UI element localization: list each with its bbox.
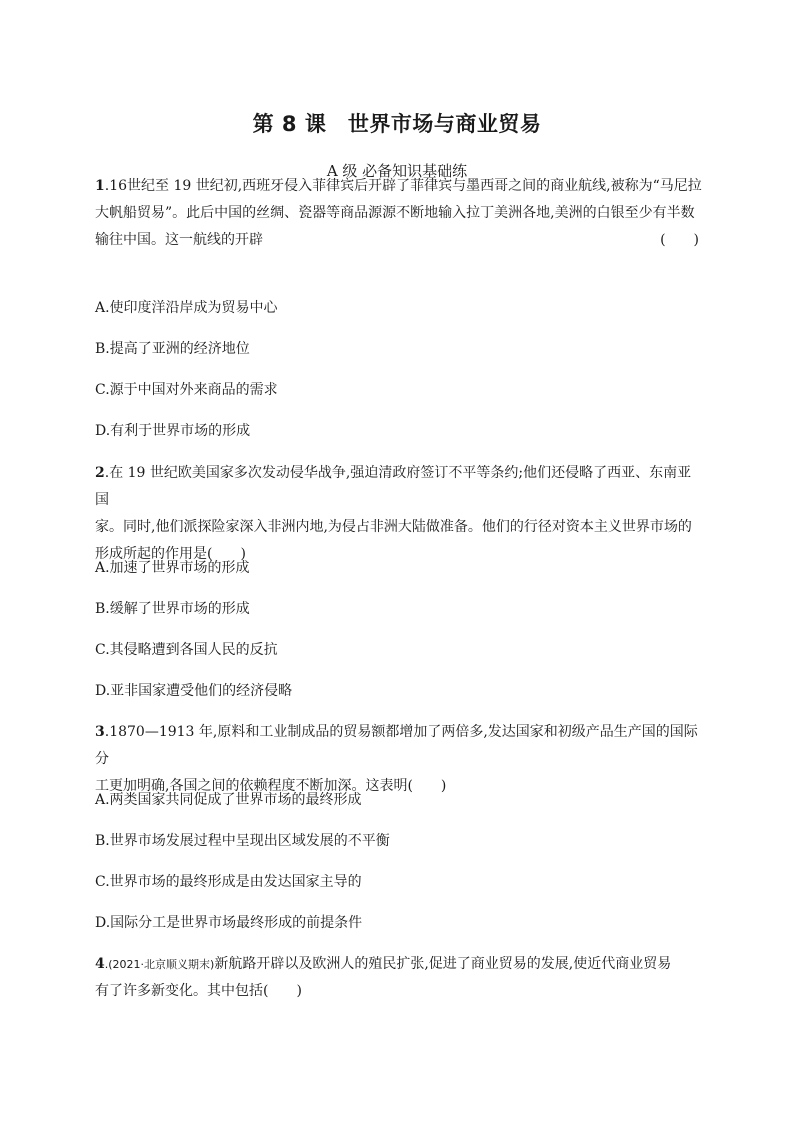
question-1-option-d: D.有利于世界市场的形成: [95, 423, 251, 439]
question-2-option-c: C.其侵略遭到各国人民的反抗: [95, 642, 278, 658]
stem-line: 家。同时,他们派探险家深入非洲内地,为侵占非洲大陆做准备。他们的行径对资本主义世界市场的: [95, 519, 692, 535]
stem-line: .16世纪至 19 世纪初,西班牙侵入菲律宾后开辟了菲律宾与墨西哥之间的商业航线,被称为“马尼拉: [104, 178, 702, 194]
stem-line: 新航路开辟以及欧洲人的殖民扩张,促进了商业贸易的发展,使近代商业贸易: [214, 956, 672, 972]
stem-line: 有了许多新变化。其中包括( ): [95, 983, 302, 999]
section-level-heading: A 级 必备知识基础练: [326, 162, 468, 180]
question-2-stem: [95, 460, 703, 568]
question-1-stem: [95, 173, 703, 254]
stem-line: 输往中国。这一航线的开辟: [95, 232, 263, 248]
stem-line: 大帆船贸易”。此后中国的丝绸、瓷器等商品源源不断地输入拉丁美洲各地,美洲的白银至少有半数: [95, 205, 695, 221]
question-source: .(2021·北京顺义期末): [104, 958, 215, 971]
question-1-option-c: C.源于中国对外来商品的需求: [95, 382, 278, 398]
question-number: 3: [95, 724, 105, 740]
stem-line: .1870—1913 年,原料和工业制成品的贸易额都增加了两倍多,发达国家和初级产品生产国的国际分: [95, 724, 698, 767]
question-1-option-a: A.使印度洋沿岸成为贸易中心: [95, 300, 278, 316]
question-3-option-c: C.世界市场的最终形成是由发达国家主导的: [95, 874, 362, 890]
question-1-option-b: B.提高了亚洲的经济地位: [95, 341, 250, 357]
question-number: 4: [95, 956, 105, 972]
question-number: 1: [95, 178, 105, 194]
lesson-title: 第 8 课 世界市场与商业贸易: [252, 112, 542, 136]
question-2-option-d: D.亚非国家遭受他们的经济侵略: [95, 683, 293, 699]
question-2-option-b: B.缓解了世界市场的形成: [95, 601, 250, 617]
question-4-stem: [95, 951, 703, 1005]
stem-line: 形成所起的作用是( ): [95, 546, 246, 562]
question-2-option-a: A.加速了世界市场的形成: [95, 560, 250, 576]
question-3-option-b: B.世界市场发展过程中呈现出区域发展的不平衡: [95, 833, 390, 849]
stem-line: 工更加明确,各国之间的依赖程度不断加深。这表明( ): [95, 778, 447, 794]
question-3-stem: [95, 719, 703, 800]
stem-line: .在 19 世纪欧美国家多次发动侵华战争,强迫清政府签订不平等条约;他们还侵略了西亚、东南亚国: [95, 465, 692, 508]
question-number: 2: [95, 465, 105, 481]
question-3-option-a: A.两类国家共同促成了世界市场的最终形成: [95, 792, 362, 808]
answer-blank: ( ): [660, 232, 699, 248]
question-3-option-d: D.国际分工是世界市场最终形成的前提条件: [95, 915, 363, 931]
